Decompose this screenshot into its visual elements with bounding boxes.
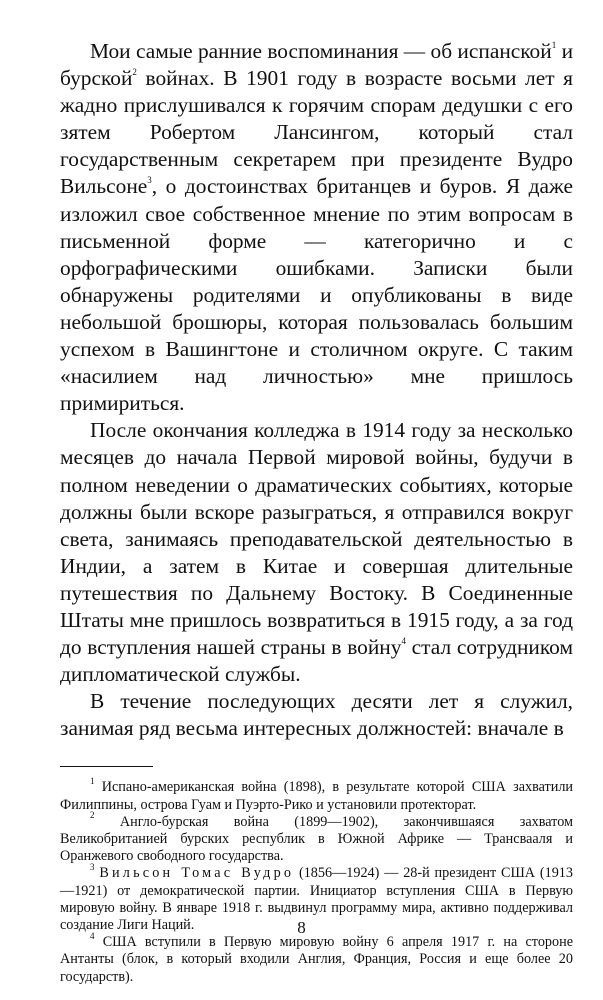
footnote-mark: 1 [90,775,95,786]
footnote-mark: 3 [90,861,95,872]
book-page [60,38,573,986]
main-text [60,38,573,742]
footnote-ref: 4 [401,635,406,646]
footnote-ref: 1 [551,39,557,50]
footnote-mark: 2 [90,810,95,821]
footnote-ref: 2 [132,66,137,77]
footnote: $^1$ Испано-американская война (1898), в результате которой США захватили Филиппины, острова Гуам и Пуэрто-Рико и установили протекторат. [60,775,573,813]
footnote-person-name: Вильсон Томас Вудро [99,865,295,882]
footnote: $^4$ США вступили в Первую мировую войну 6 апреля 1917 г. на стороне Антанты (блок, в который входили Англия, Франция, Россия и еще более 20 государств). [60,930,573,985]
footnote-separator [60,766,153,767]
footnote-ref: 3 [147,175,152,186]
paragraph: В течение последующих десяти лет я служил, занимая ряд весьма интересных должностей: вначале в [60,689,573,741]
page-number: 8 [297,918,306,937]
footnote: $^2$ Англо-бурская война (1899—1902), закончившаяся захватом Великобританией бурских республик в Южной Африке — Трансвааля и Оранжевого свободного государства. [60,810,573,865]
footnote: $^3$ Вильсон Томас Вудро (1856—1924) — 28-й президент США (1913—1921) от демократической партии. Инициатор вступления США в Первую мировую войну. В январе 1918 г. выдвинул программу мира, активно поддерживал создание Лиги Наций. [60,861,573,934]
paragraph: После окончания колледжа в 1914 году за несколько месяцев до начала Первой мировой войны, будучи в полном неведении о драматических событиях, которые должны были вскоре разыграться, я отправился вокруг света, занимаясь преподавательской деятельностью в Индии, а затем в Китае и совершая длительные путешествия по Дальнему Востоку. В Соединенные Штаты мне пришлось возвратиться в 1915 году, а за год до вступления нашей страны в войну$^4$ стал сотрудником дипломатической службы. [60,418,574,687]
paragraph: Мои самые ранние воспоминания — об испанской$^1$ и бурской$^2$ войнах. В 1901 году в возрасте восьми лет я жадно прислушивался к горячим спорам дедушки с его зятем Робертом Лансингом, который стал государственным секретарем при президенте Вудро Вильсоне$^3$, о достоинствах британцев и буров. Я даже изложил свое собственное мнение по этим вопросам в письменной форме — категорично и с орфографическими ошибками. Записки были обнаружены родителями и опубликованы в виде небольшой брошюры, которая пользовалась большим успехом в Вашингтоне и столичном округе. С таким «насилием над личностью» мне пришлось примириться. [60,39,574,416]
footnotes [60,775,573,985]
footnote-mark: 4 [90,930,95,941]
